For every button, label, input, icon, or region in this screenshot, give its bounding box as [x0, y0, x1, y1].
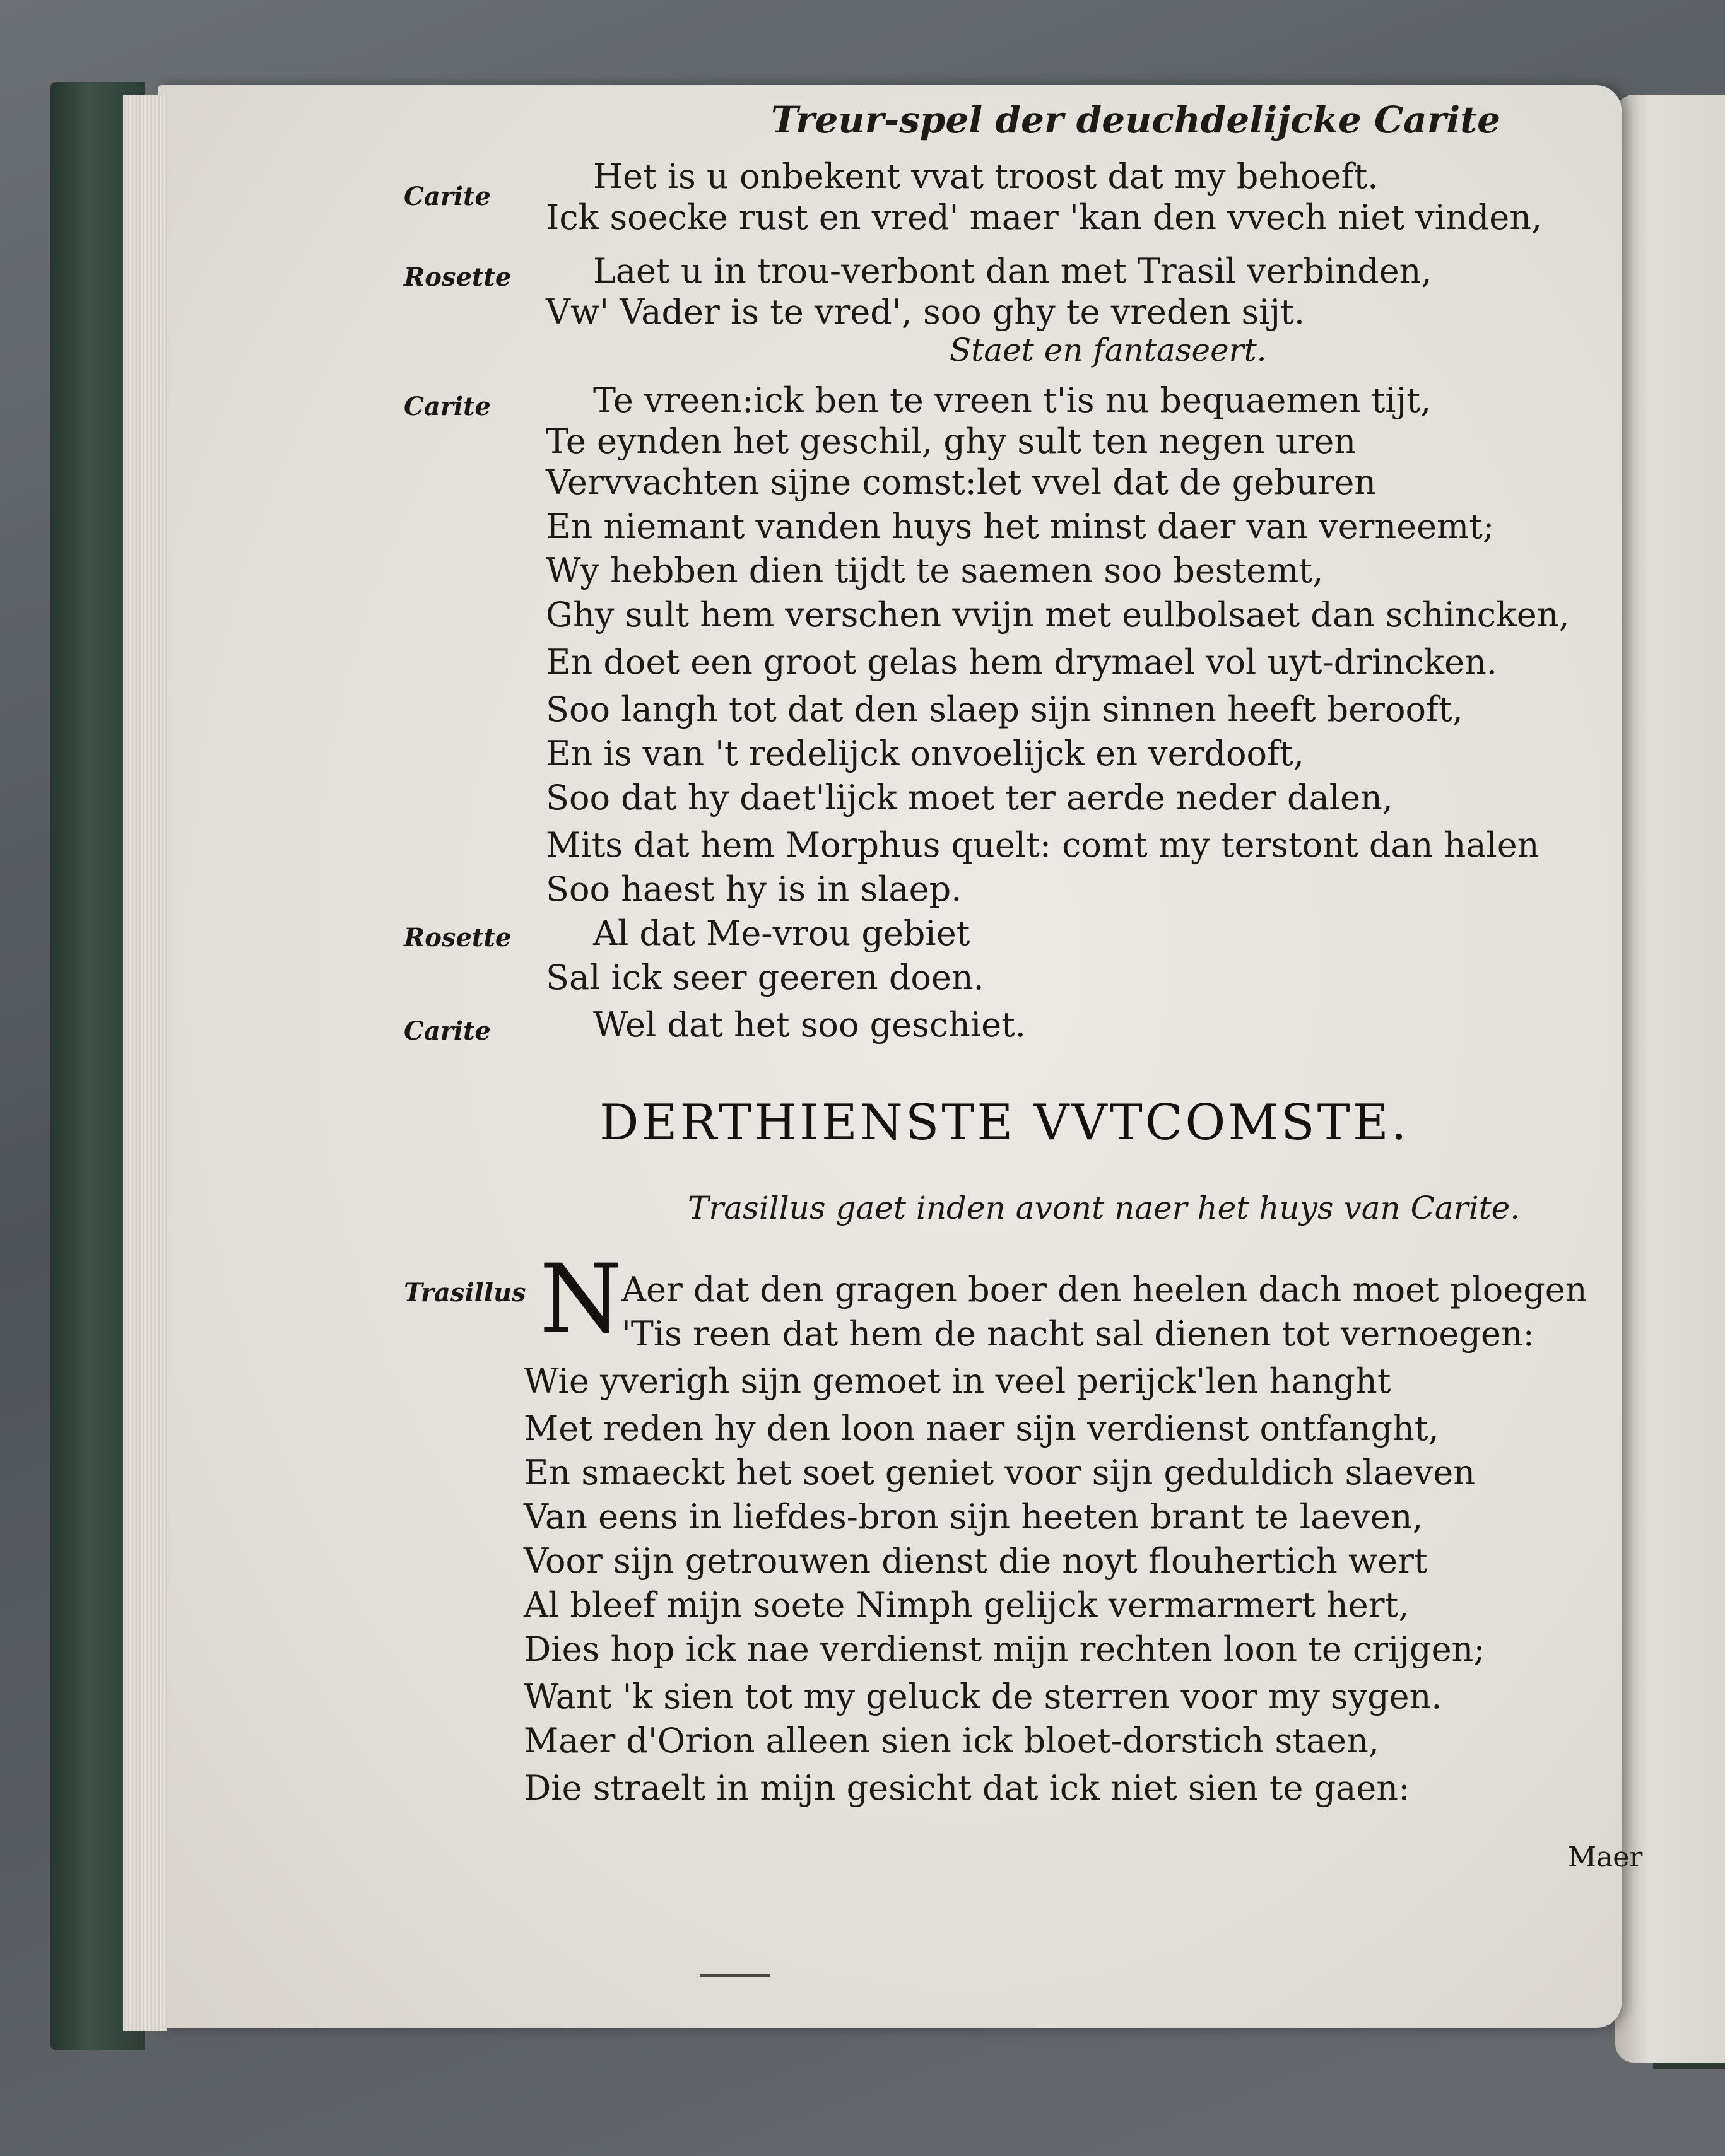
verse-line: Die straelt in mijn gesicht dat ick niet sien te gaen: — [524, 1768, 1410, 1808]
printed-rule — [700, 1974, 770, 1977]
verse-line: Vervvachten sijne comst:let vvel dat de geburen — [546, 462, 1377, 502]
verse-line: Aer dat den gragen boer den heelen dach moet ploegen — [621, 1270, 1587, 1309]
verse-line: Ick soecke rust en vred' maer 'kan den vvech niet vinden, — [546, 197, 1543, 237]
verse-line: Te vreen:ick ben te vreen t'is nu bequaemen tijt, — [593, 380, 1432, 420]
verse-line: En is van 't redelijck onvoelijck en verdooft, — [546, 734, 1304, 773]
catchword: Maer — [1568, 1841, 1643, 1873]
verse-line: Al bleef mijn soete Nimph gelijck vermarmert hert, — [524, 1585, 1410, 1625]
verse-line: En doet een groot gelas hem drymael vol uyt-drincken. — [546, 642, 1498, 682]
verse-line: Maer d'Orion alleen sien ick bloet-dorstich staen, — [524, 1721, 1380, 1761]
verse-line: 'Tis reen dat hem de nacht sal dienen tot vernoegen: — [621, 1314, 1534, 1354]
verse-line: En smaeckt het soet geniet voor sijn geduldich slaeven — [524, 1453, 1476, 1492]
drop-cap: N — [539, 1245, 623, 1354]
verse-line: Wel dat het soo geschiet. — [593, 1005, 1026, 1045]
speaker-label: Carite — [404, 182, 491, 211]
verse-line: Soo dat hy daet'lijck moet ter aerde neder dalen, — [546, 778, 1393, 817]
page-edges — [123, 95, 167, 2031]
speaker-label: Carite — [404, 392, 491, 421]
stage-direction: Staet en fantaseert. — [950, 332, 1267, 368]
verse-line: Want 'k sien tot my geluck de sterren voor my sygen. — [524, 1677, 1442, 1716]
stage-direction: Trasillus gaet inden avont naer het huys van Carite. — [688, 1190, 1521, 1226]
speaker-label: Rosette — [404, 923, 512, 952]
verse-line: Wie yverigh sijn gemoet in veel perijck'len hanght — [524, 1361, 1391, 1401]
verse-line: Sal ick seer geeren doen. — [546, 958, 984, 997]
verse-line: En niemant vanden huys het minst daer van verneemt; — [546, 507, 1495, 546]
verse-line: Te eynden het geschil, ghy sult ten negen uren — [546, 421, 1357, 461]
verse-line: Ghy sult hem verschen vvijn met eulbolsaet dan schincken, — [546, 595, 1570, 635]
speaker-label: Trasillus — [404, 1278, 526, 1308]
verse-line: Al dat Me-vrou gebiet — [593, 913, 970, 953]
facing-page-edge — [1615, 95, 1725, 2063]
verse-line: Laet u in trou-verbont dan met Trasil verbinden, — [593, 251, 1432, 291]
verse-line: Met reden hy den loon naer sijn verdienst ontfanght, — [524, 1409, 1439, 1448]
verse-line: Soo haest hy is in slaep. — [546, 869, 962, 909]
verse-line: Soo langh tot dat den slaep sijn sinnen heeft berooft, — [546, 689, 1463, 729]
verse-line: Mits dat hem Morphus quelt: comt my terstont dan halen — [546, 825, 1540, 865]
speaker-label: Carite — [404, 1016, 491, 1046]
verse-line: Voor sijn getrouwen dienst die noyt flouhertich wert — [524, 1541, 1428, 1581]
verse-line: Het is u onbekent vvat troost dat my behoeft. — [593, 156, 1379, 196]
verse-line: Wy hebben dien tijdt te saemen soo bestemt, — [546, 551, 1324, 590]
running-head: Treur-spel der deuchdelijcke Carite — [771, 98, 1500, 141]
speaker-label: Rosette — [404, 262, 512, 292]
section-heading: DERTHIENSTE VVTCOMSTE. — [599, 1094, 1410, 1151]
verse-line: Van eens in liefdes-bron sijn heeten brant te laeven, — [524, 1497, 1423, 1537]
verse-line: Vw' Vader is te vred', soo ghy te vreden sijt. — [546, 292, 1305, 332]
verse-line: Dies hop ick nae verdienst mijn rechten loon te crijgen; — [524, 1629, 1485, 1669]
